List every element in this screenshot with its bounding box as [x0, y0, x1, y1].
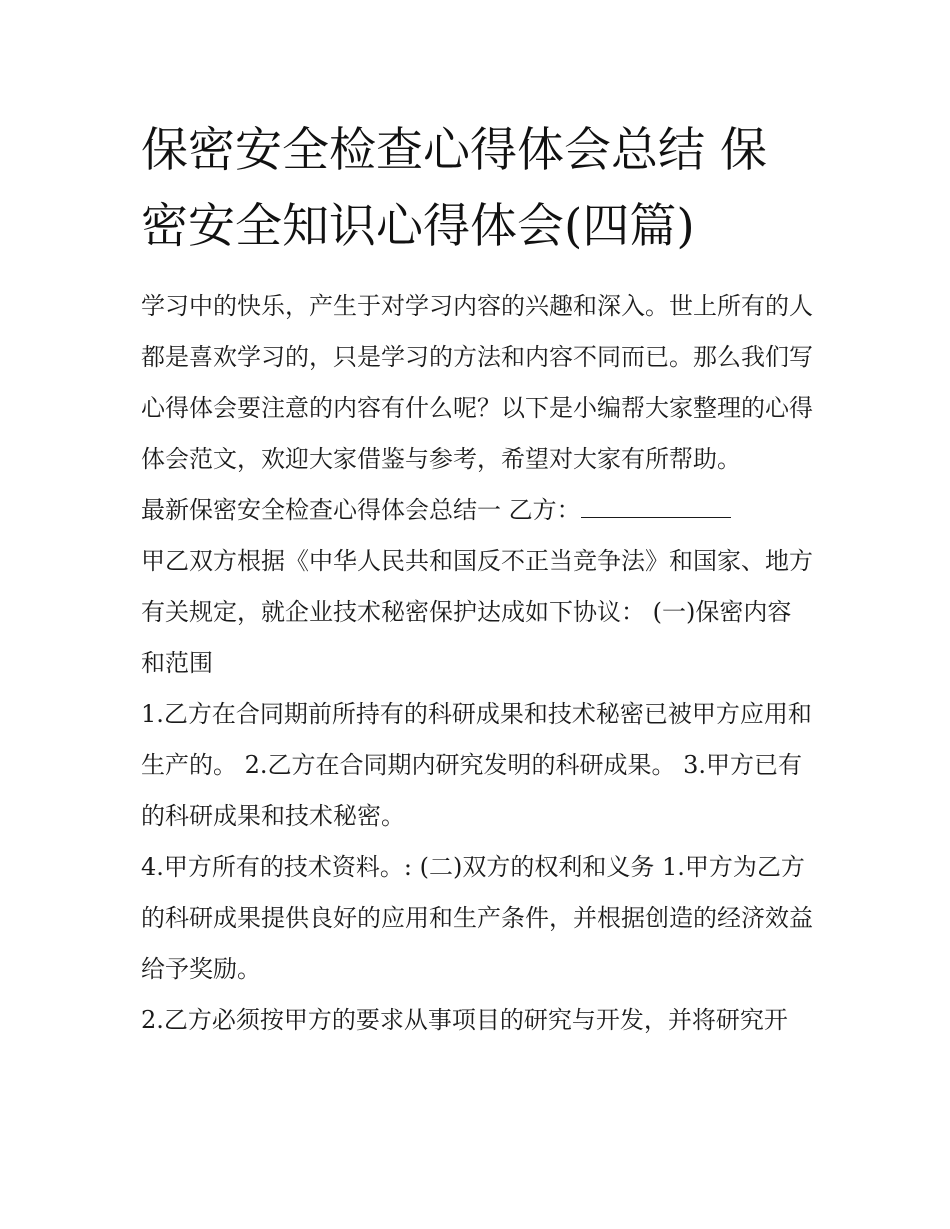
document-body — [141, 113, 813, 1046]
confidential-items-paragraph: 1.乙方在合同期前所持有的科研成果和技术秘密已被甲方应用和生产的。 2.乙方在合同期内研究发明的科研成果。 3.甲方已有的科研成果和技术秘密。 — [141, 700, 812, 830]
document-title: 保密安全检查心得体会总结 保密安全知识心得体会(四篇) — [141, 123, 767, 254]
section-heading-line — [141, 485, 813, 536]
law-paragraph: 甲乙双方根据《中华人民共和国反不正当竞争法》和国家、地方有关规定，就企业技术秘密保护达成如下协议： (一)保密内容和范围 — [141, 547, 813, 677]
party-b-obligation-paragraph: 2.乙方必须按甲方的要求从事项目的研究与开发，并将研究开 — [141, 1006, 788, 1034]
intro-paragraph: 学习中的快乐，产生于对学习内容的兴趣和深入。世上所有的人都是喜欢学习的，只是学习的方法和内容不同而已。那么我们写心得体会要注意的内容有什么呢？以下是小编帮大家整理的心得体会范文，欢迎大家借鉴与参考，希望对大家有所帮助。 — [141, 292, 813, 473]
rights-obligations-paragraph: 4.甲方所有的技术资料。: (二)双方的权利和义务 1.甲方为乙方的科研成果提供良好的应用和生产条件，并根据创造的经济效益给予奖励。 — [141, 853, 813, 983]
party-b-blank-line — [581, 497, 731, 518]
section-heading: 最新保密安全检查心得体会总结一 乙方： — [141, 496, 581, 524]
